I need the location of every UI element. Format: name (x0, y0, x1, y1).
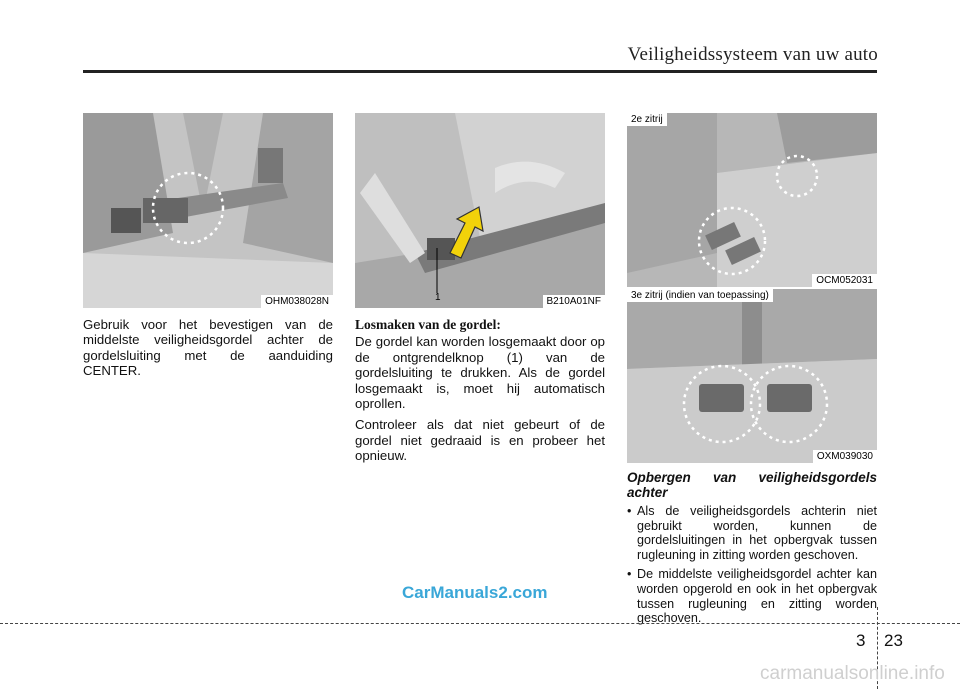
figure-label: 2e zitrij (627, 113, 667, 126)
figure-code: OCM052031 (812, 274, 877, 287)
figure-second-row (627, 113, 877, 287)
page-number: 23 (884, 631, 903, 650)
third-row-illustration (627, 289, 877, 463)
figure-code: OXM039030 (813, 450, 877, 463)
figure-label: 3e zitrij (indien van toepassing) (627, 289, 773, 302)
list-item: • Als de veiligheidsgordels achterin niet gebruikt worden, kunnen de gordelsluitingen in het opbergvak tussen rugleuning in zitting worden geschoven. (627, 504, 877, 562)
bullet-list (627, 504, 877, 626)
header-rule (83, 70, 877, 73)
paragraph: Controleer als dat niet gebeurt of de gordel niet gedraaid is en probeer het opnieuw. (355, 417, 605, 464)
section-heading: Opbergen van veiligheidsgordels achter (627, 470, 877, 500)
second-row-illustration (627, 113, 877, 287)
callout-number: 1 (435, 292, 441, 303)
column-3-text (627, 470, 877, 631)
figure-code: B210A01NF (543, 295, 605, 308)
paragraph: Gebruik voor het bevestigen van de middelste veiligheidsgordel achter de gordelsluiting met de aanduiding CENTER. (83, 317, 333, 379)
footer-site-link[interactable]: carmanualsonline.info (760, 663, 945, 684)
seat-belt-illustration (83, 113, 333, 308)
figure-center-buckle (83, 113, 333, 308)
figure-unbuckle (355, 113, 605, 308)
section-heading: Losmaken van de gordel: (355, 317, 501, 332)
footer-rule (0, 623, 960, 624)
column-2-text (355, 317, 605, 470)
column-1-text (83, 317, 333, 385)
figure-code: OHM038028N (261, 295, 333, 308)
paragraph: De gordel kan worden losgemaakt door op de ontgrendelknop (1) van de gordelsluiting te drukken. Als de gordel losgemaakt is, moet hij automatisch oprollen. (355, 334, 605, 412)
figure-third-row (627, 289, 877, 463)
page-header-title: Veiligheidssysteem van uw auto (627, 44, 878, 65)
list-item: • De middelste veiligheidsgordel achter kan worden opgerold en ook in het opbergvak tussen rugleuning en zitting worden geschoven. (627, 567, 877, 625)
unbuckle-illustration (355, 113, 605, 308)
watermark-link[interactable]: CarManuals2.com (402, 583, 548, 602)
chapter-number: 3 (856, 631, 866, 650)
